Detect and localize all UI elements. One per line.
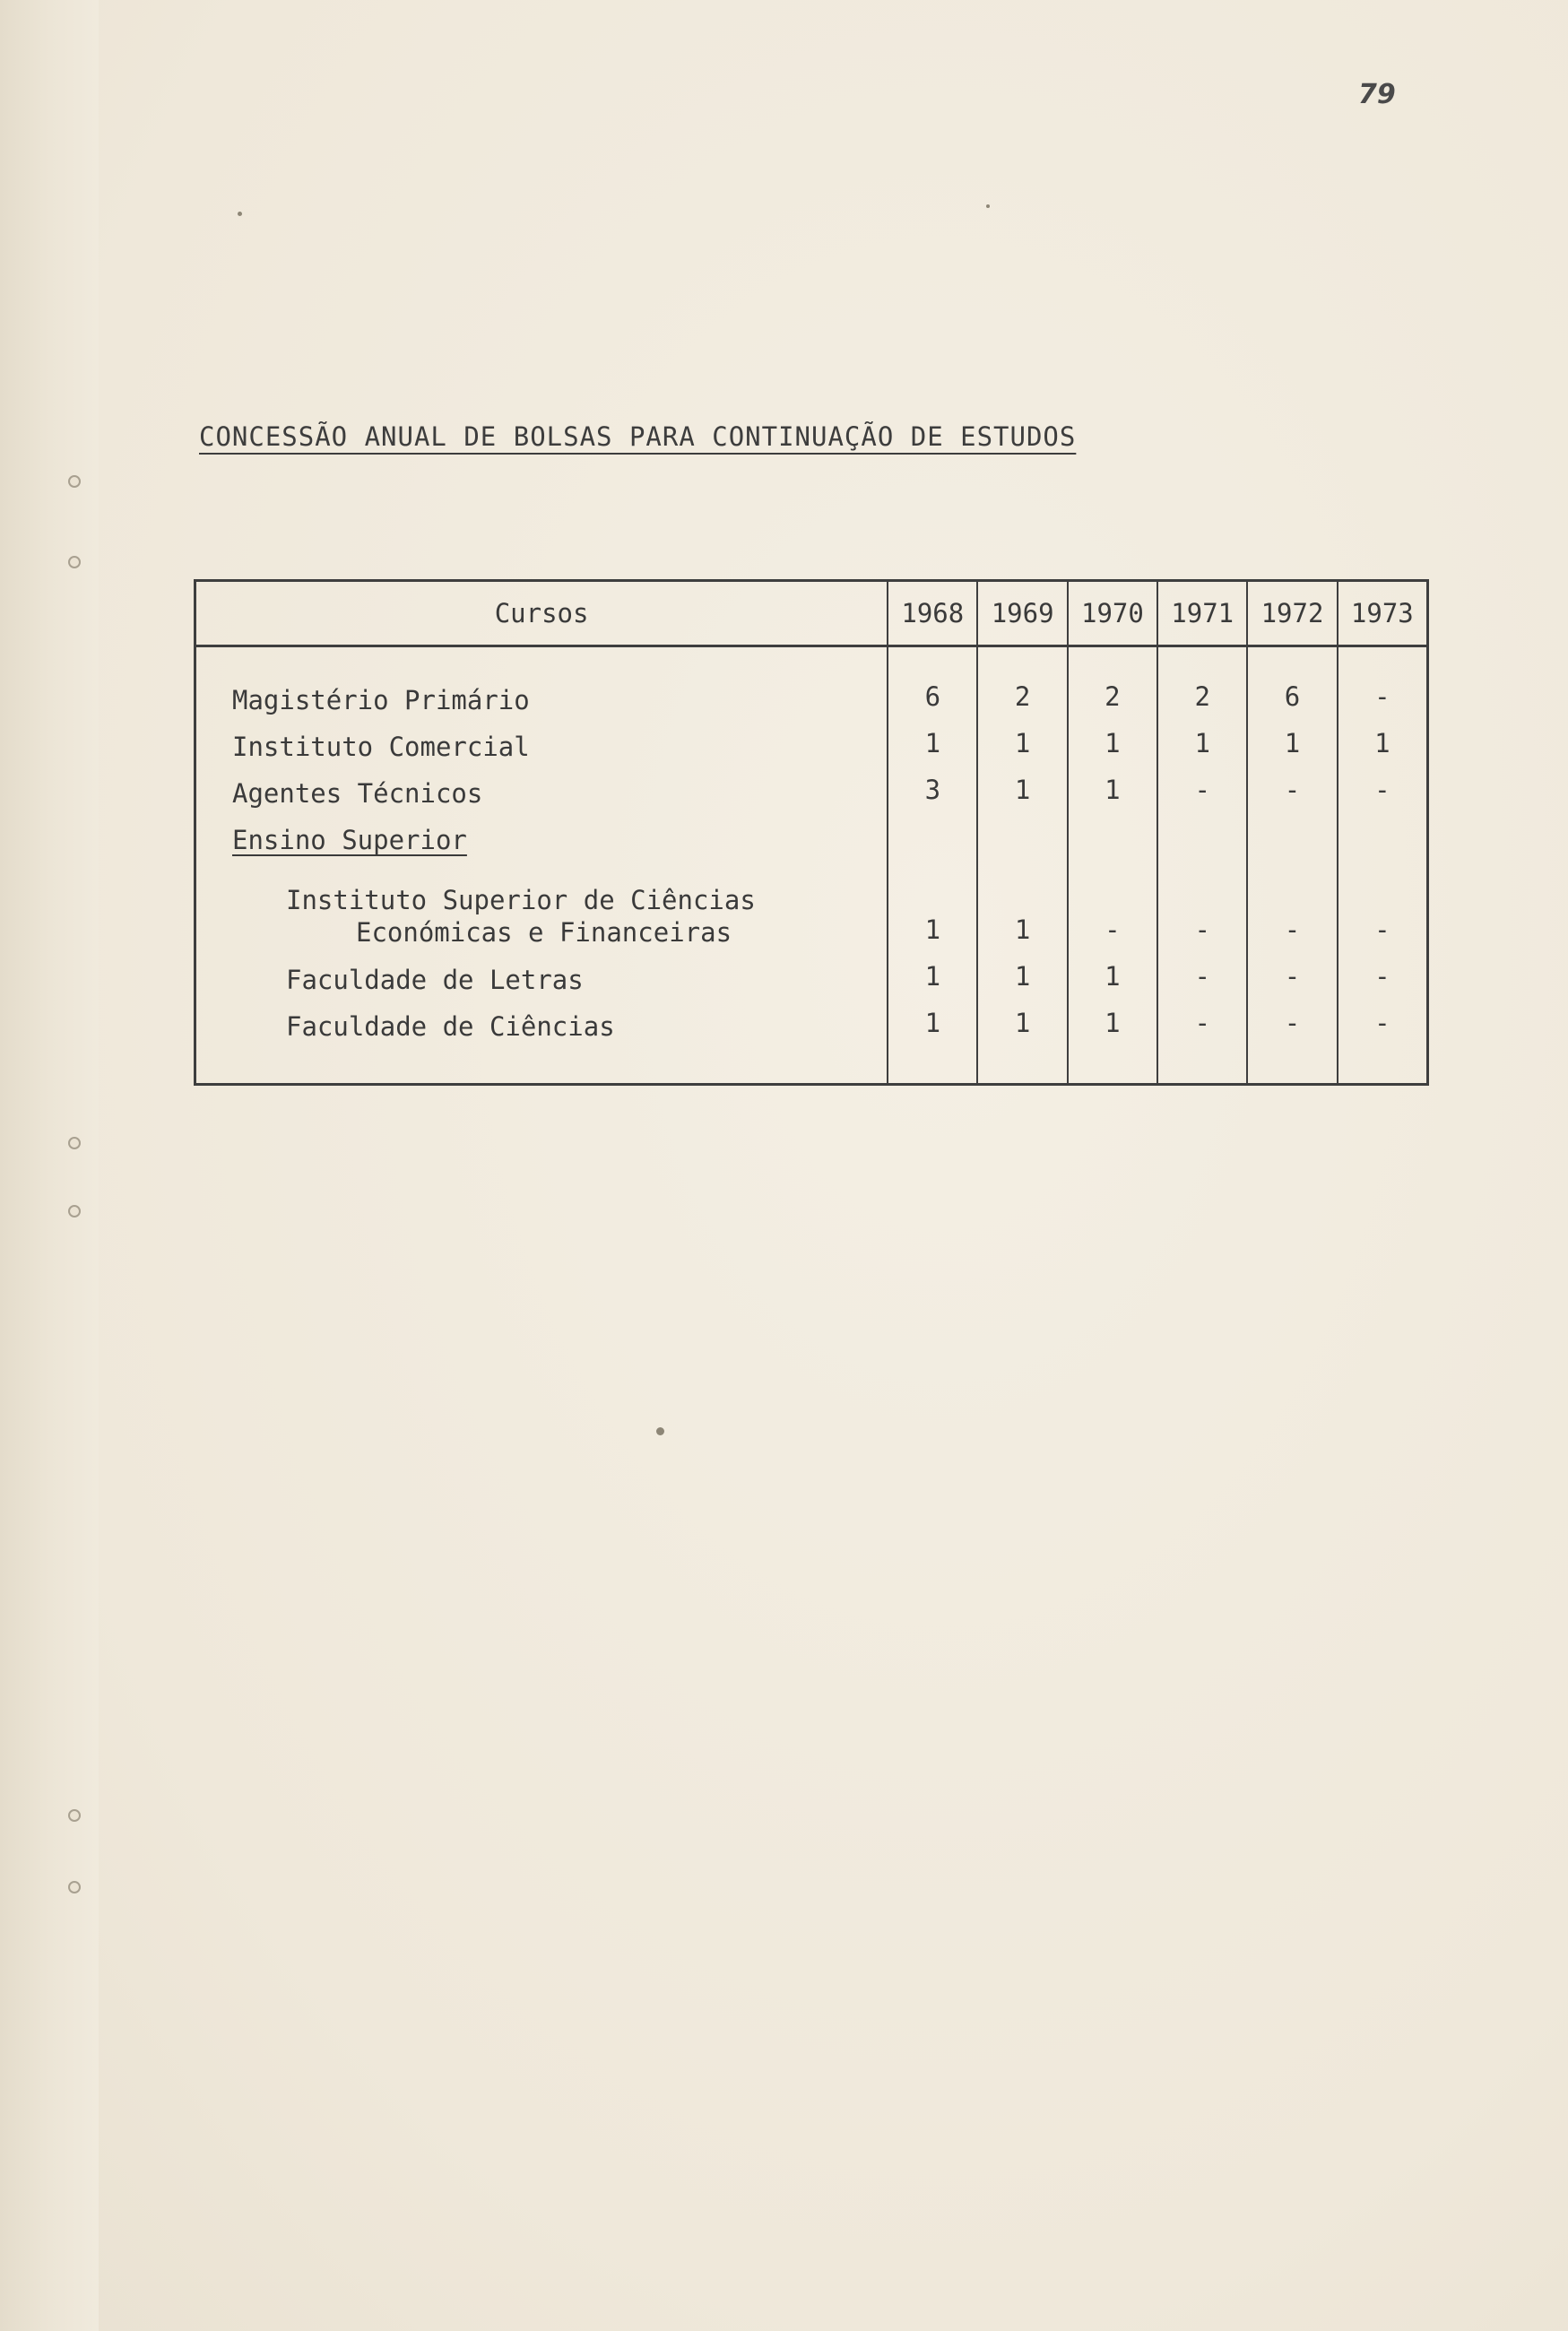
punch-hole [68, 475, 81, 488]
table-cell: 1 [977, 855, 1067, 949]
table-cell: - [1338, 762, 1428, 809]
table-cell: 6 [888, 669, 977, 715]
course-name: Faculdade de Letras [195, 949, 888, 995]
table-cell: - [1247, 762, 1337, 809]
table-cell: 1 [1068, 949, 1157, 995]
table-cell: 1 [1068, 762, 1157, 809]
table-cell: 1 [1068, 715, 1157, 762]
punch-hole [68, 1205, 81, 1217]
course-name-line: Económicas e Financeiras [356, 917, 732, 948]
course-name: Instituto Comercial [195, 715, 888, 762]
table-cell: - [1247, 995, 1337, 1042]
table-cell: - [1157, 855, 1247, 949]
table-cell: - [1338, 855, 1428, 949]
table-row [195, 669, 1428, 715]
course-name [195, 855, 888, 949]
table-row [195, 949, 1428, 995]
table-cell: 1 [977, 949, 1067, 995]
punch-hole [68, 1809, 81, 1822]
course-name: Agentes Técnicos [195, 762, 888, 809]
table-cell: 1 [977, 995, 1067, 1042]
column-header-year: 1968 [888, 581, 977, 646]
table-cell: 1 [1157, 715, 1247, 762]
column-header-year: 1973 [1338, 581, 1428, 646]
table-header-row [195, 581, 1428, 646]
table-cell: - [1338, 995, 1428, 1042]
column-header-course: Cursos [195, 581, 888, 646]
table-cell: 1 [888, 855, 977, 949]
binding-edge [0, 0, 99, 2331]
table-row [195, 715, 1428, 762]
table-cell: 2 [1068, 669, 1157, 715]
table-spacer [195, 1042, 1428, 1085]
table-cell: 1 [888, 715, 977, 762]
speck [656, 1427, 664, 1435]
table-cell: 2 [977, 669, 1067, 715]
table-cell: 6 [1247, 669, 1337, 715]
punch-hole [68, 556, 81, 568]
table-cell: 1 [1338, 715, 1428, 762]
column-header-year: 1970 [1068, 581, 1157, 646]
table-cell: - [1338, 949, 1428, 995]
punch-hole [68, 1881, 81, 1893]
document-title: CONCESSÃO ANUAL DE BOLSAS PARA CONTINUAÇÃO DE ESTUDOS [199, 421, 1077, 452]
table-cell: 1 [1068, 995, 1157, 1042]
speck [238, 212, 242, 216]
table-cell: 1 [977, 715, 1067, 762]
course-name: Magistério Primário [195, 669, 888, 715]
scholarship-table [194, 579, 1429, 1086]
course-name: Faculdade de Ciências [195, 995, 888, 1042]
table-spacer [195, 646, 1428, 670]
table-row [195, 995, 1428, 1042]
table-cell: - [1338, 669, 1428, 715]
table-cell: 1 [977, 762, 1067, 809]
page-number: 79 [1358, 79, 1396, 110]
table-cell: 1 [1247, 715, 1337, 762]
column-header-year: 1971 [1157, 581, 1247, 646]
column-header-year: 1972 [1247, 581, 1337, 646]
table-cell: 1 [888, 995, 977, 1042]
section-heading: Ensino Superior [195, 809, 888, 855]
table-row [195, 762, 1428, 809]
table-section-row [195, 809, 1428, 855]
table-row [195, 855, 1428, 949]
table-cell: - [1068, 855, 1157, 949]
table-cell: 2 [1157, 669, 1247, 715]
table-cell: - [1157, 995, 1247, 1042]
table-cell: 3 [888, 762, 977, 809]
table-cell: - [1157, 762, 1247, 809]
table-cell: 1 [888, 949, 977, 995]
table-cell: - [1157, 949, 1247, 995]
column-header-year: 1969 [977, 581, 1067, 646]
course-name-line: Instituto Superior de Ciências [286, 885, 756, 915]
speck [986, 204, 990, 208]
table-cell: - [1247, 855, 1337, 949]
punch-hole [68, 1137, 81, 1149]
table-cell: - [1247, 949, 1337, 995]
